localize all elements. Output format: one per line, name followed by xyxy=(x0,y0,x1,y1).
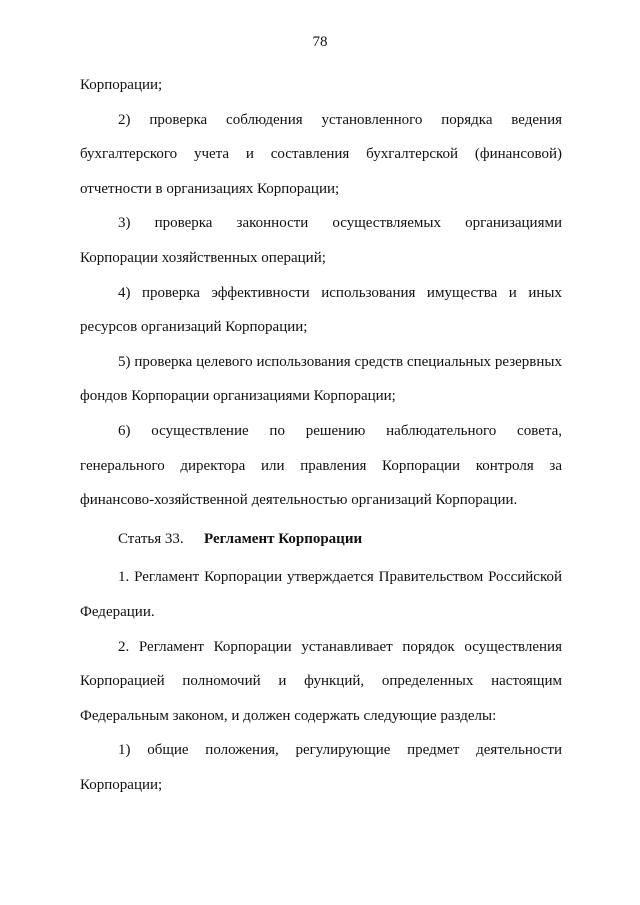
article-title: Регламент Корпорации xyxy=(204,530,363,547)
paragraph-item-3: 3) проверка законности осуществляемых организациями Корпорации хозяйственных операций; xyxy=(80,215,562,266)
document-body xyxy=(80,68,562,802)
article-heading xyxy=(80,518,562,561)
paragraph-continuation: Корпорации; xyxy=(80,77,163,93)
paragraph-subitem-1: 1) общие положения, регулирующие предмет деятельности Корпорации; xyxy=(80,742,562,793)
paragraph-clause-2: 2. Регламент Корпорации устанавливает порядок осуществления Корпорацией полномочий и функций, определенных настоящим Федеральным законом, и должен содержать следующие разделы: xyxy=(80,638,562,724)
paragraph-item-5: 5) проверка целевого использования средств специальных резервных фондов Корпорации организациями Корпорации; xyxy=(80,353,562,405)
page-number: 78 xyxy=(312,34,328,50)
paragraph-item-6: 6) осуществление по решению наблюдательного совета, генерального директора или правления Корпорации контроля за финансово-хозяйственной деятельностью организаций Корпорации. xyxy=(80,422,562,509)
paragraph-item-4: 4) проверка эффективности использования имущества и иных ресурсов организаций Корпорации; xyxy=(80,284,562,336)
article-number: Статья 33. xyxy=(118,530,184,547)
paragraph-clause-1: 1. Регламент Корпорации утверждается Правительством Российской Федерации. xyxy=(80,569,562,620)
paragraph-item-2: 2) проверка соблюдения установленного порядка ведения бухгалтерского учета и составления бухгалтерской (финансовой) отчетности в организациях Корпорации; xyxy=(80,111,562,197)
